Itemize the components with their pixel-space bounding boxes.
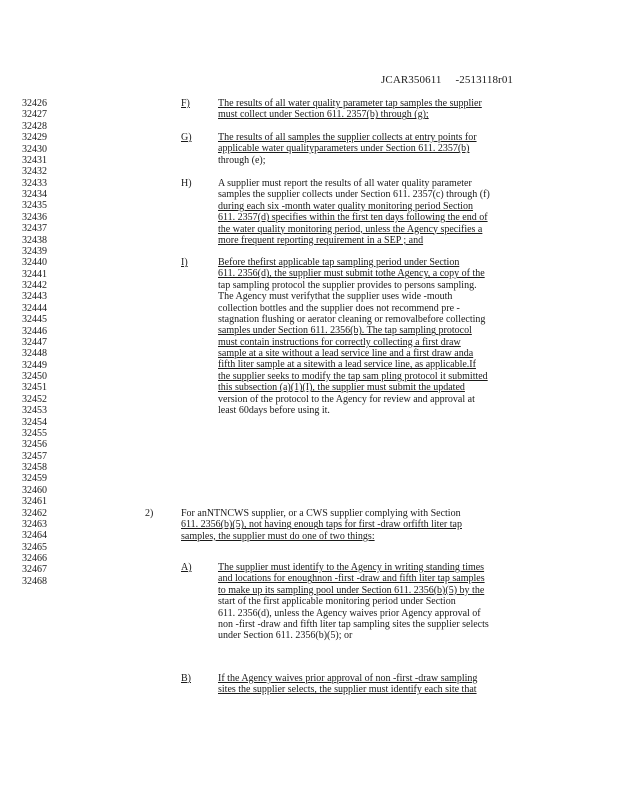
line-number: 32446	[22, 325, 47, 337]
text-line: For anNTNCWS supplier, or a CWS supplier complying with Section	[181, 508, 461, 519]
line-number: 32457	[22, 450, 47, 462]
text-line: The results of all samples the supplier collects at entry points for	[218, 132, 477, 143]
line-number: 32439	[22, 245, 47, 257]
text-line: 611. 2356(b)(5), not having enough taps for first -draw orfifth liter tap	[181, 519, 462, 531]
line-number: 32451	[22, 382, 47, 394]
text-line: the supplier seeks to modify the tap sam pling protocol it submitted	[218, 370, 488, 382]
text-line: Before thefirst applicable tap sampling period under Section	[218, 257, 460, 268]
text-line: version of the protocol to the Agency for review and approval at	[218, 393, 475, 405]
line-number: 32432	[22, 166, 47, 178]
text-line: If the Agency waives prior approval of non -first -draw sampling	[218, 673, 478, 684]
item-2-text	[181, 508, 517, 542]
line-number: 32436	[22, 211, 47, 223]
line-number: 32450	[22, 371, 47, 382]
item-a-marker: A)	[181, 562, 192, 573]
text-line: The results of all water quality parameter tap samples the supplier	[218, 98, 482, 109]
item-f-text	[218, 98, 536, 121]
line-number: 32444	[22, 302, 47, 314]
item-b-text	[218, 673, 530, 696]
line-number: 32468	[22, 575, 47, 587]
text-line: collection bottles and the supplier does not recommend pre -	[218, 302, 460, 314]
line-number: 32433	[22, 177, 47, 189]
item-h-text	[218, 178, 540, 246]
text-line: A supplier must report the results of all water quality parameter	[218, 178, 472, 189]
line-number: 32429	[22, 132, 47, 144]
text-line: samples, the supplier must do one of two things:	[181, 530, 375, 542]
text-line: samples under Section 611. 2356(b). The tap sampling protocol	[218, 325, 472, 337]
line-number: 32438	[22, 234, 47, 246]
text-line: 611. 2357(d) specifies within the first ten days following the end of	[218, 212, 488, 224]
text-line: and locations for enoughnon -first -draw and fifth liter tap samples	[218, 573, 485, 585]
item-a-text	[218, 562, 536, 642]
text-line: stagnation flushing or aerator cleaning or removalbefore collecting	[218, 313, 486, 325]
text-line: non -first -draw and fifth liter tap sampling sites the supplier selects	[218, 618, 489, 630]
line-number: 32448	[22, 348, 47, 360]
line-number: 32462	[22, 507, 47, 519]
line-number: 32453	[22, 405, 47, 417]
text-line: 611. 2356(d), the supplier must submit tothe Agency, a copy of the	[218, 268, 485, 280]
line-number: 32445	[22, 314, 47, 326]
text-line: least 60days before using it.	[218, 404, 330, 416]
line-number: 32449	[22, 359, 47, 371]
line-number: 32443	[22, 291, 47, 303]
line-number: 32455	[22, 427, 47, 439]
text-line: must collect under Section 611. 2357(b) through (g);	[218, 109, 429, 121]
text-line: applicable water qualityparameters under Section 611. 2357(b)	[218, 143, 470, 155]
line-number: 32461	[22, 496, 47, 508]
line-number: 32427	[22, 109, 47, 121]
document-revision: -2513118r01	[455, 74, 514, 86]
text-line: during each six -month water quality monitoring period Section	[218, 200, 473, 212]
line-number: 32466	[22, 553, 47, 564]
line-number: 32442	[22, 280, 47, 291]
line-number-column	[22, 98, 47, 587]
line-number: 32435	[22, 200, 47, 212]
text-line: this subsection (a)(1)(I), the supplier must submit the updated	[218, 382, 465, 394]
line-number: 32463	[22, 518, 47, 530]
text-line: 611. 2356(d), unless the Agency waives prior Agency approval of	[218, 607, 481, 619]
line-number: 32460	[22, 484, 47, 496]
line-number: 32458	[22, 462, 47, 473]
text-line: The supplier must identify to the Agency in writing standing times	[218, 562, 485, 573]
line-number: 32465	[22, 541, 47, 553]
document-id: JCAR350611	[381, 74, 442, 86]
text-line: must contain instructions for correctly collecting a first draw	[218, 336, 461, 348]
line-number: 32437	[22, 223, 47, 235]
line-number: 32428	[22, 120, 47, 132]
text-line: tap sampling protocol the supplier provides to persons sampling.	[218, 279, 477, 291]
item-h-marker: H)	[181, 178, 192, 189]
item-b-marker: B)	[181, 673, 191, 684]
item-f-marker: F)	[181, 98, 190, 109]
line-number: 32441	[22, 268, 47, 280]
item-i-text	[218, 257, 540, 416]
item-i-marker: I)	[181, 257, 188, 268]
line-number: 32456	[22, 439, 47, 451]
text-line: under Section 611. 2356(b)(5); or	[218, 630, 353, 642]
text-line: fifth liter sample at a sitewith a lead service line, as applicable.If	[218, 359, 476, 371]
line-number: 32467	[22, 564, 47, 576]
line-number: 32464	[22, 530, 47, 542]
text-line: the water quality monitoring period, unless the Agency specifies a	[218, 223, 483, 235]
line-number: 32447	[22, 336, 47, 348]
item-g-marker: G)	[181, 132, 192, 143]
text-line: sites the supplier selects, the supplier must identify each site that	[218, 684, 477, 696]
line-number: 32454	[22, 416, 47, 428]
text-line: more frequent reporting requirement in a SEP ; and	[218, 234, 424, 246]
item-2-marker: 2)	[145, 508, 154, 519]
text-line: sample at a site without a lead service line and a first draw anda	[218, 348, 474, 359]
text-line: to make up its sampling pool under Section 611. 2356(b)(5) by the	[218, 584, 485, 596]
text-line: samples the supplier collects under Section 611. 2357(c) through (f)	[218, 189, 490, 201]
line-number: 32426	[22, 98, 47, 109]
item-g-text	[218, 132, 536, 166]
text-line: through (e);	[218, 154, 266, 166]
text-line: The Agency must verifythat the supplier uses wide -mouth	[218, 291, 453, 303]
line-number: 32459	[22, 473, 47, 485]
line-number: 32431	[22, 154, 47, 166]
line-number: 32452	[22, 393, 47, 405]
line-number: 32440	[22, 257, 47, 269]
line-number: 32430	[22, 143, 47, 155]
line-number: 32434	[22, 189, 47, 200]
text-line: start of the first applicable monitoring period under Section	[218, 596, 456, 608]
document-header	[381, 74, 513, 86]
